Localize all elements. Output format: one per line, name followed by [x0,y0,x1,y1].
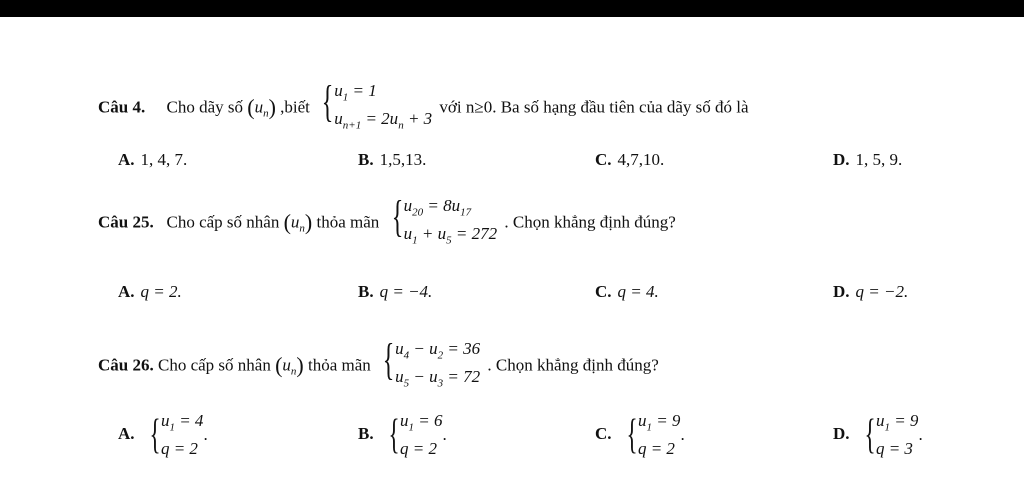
option-d[interactable]: D. 1, 5, 9. [833,150,903,169]
recurrence-system: { $u_1 = 1$ $u_{n+1} = 2u_n + 3$ [321,77,433,132]
option-b[interactable]: B. { $u_1 = 6$ q = 2 . [358,411,447,459]
question-label: Câu 4. [98,97,146,117]
question-label: Câu 25. [98,212,154,232]
option-a[interactable]: A. 1, 4, 7. [118,150,188,169]
option-b[interactable]: B. 1,5,13. [358,150,427,169]
top-black-bar [0,0,1024,17]
option-c[interactable]: C. 4,7,10. [595,150,665,169]
option-a[interactable]: A. { $u_1 = 4$ q = 2 . [118,411,208,459]
option-d[interactable]: D. { $u_1 = 9$ q = 3 . [833,411,923,459]
question-26: Câu 26. Cho cấp số nhân $(u_n)$ thỏa mãn { $u_4 - u_2 = 36$ $u_5 - u_3 = 72$ . Chọn khẳng định đúng? [98,338,659,395]
option-b[interactable]: B. q = −4. [358,282,433,301]
condition-system: { $u_{20} = 8u_{17}$ $u_1 + u_5 = 272$ [391,192,498,247]
option-c[interactable]: C. q = 4. [595,282,659,301]
question-25: Câu 25. Cho cấp số nhân $(u_n)$ thỏa mãn { $u_{20} = 8u_{17}$ $u_1 + u_5 = 272$ . Chọn khẳng định đúng? [98,195,676,252]
question-4: Câu 4. Cho dãy số $(u_n)$ ,biết { $u_1 = 1$ $u_{n+1} = 2u_n + 3$ với n≥0. Ba số hạng đầu tiên của dãy số đó là [98,80,749,137]
condition-system: { $u_4 - u_2 = 36$ $u_5 - u_3 = 72$ [382,335,481,390]
option-a[interactable]: A. q = 2. [118,282,182,301]
option-d[interactable]: D. q = −2. [833,282,909,301]
option-c[interactable]: C. { $u_1 = 9$ q = 2 . [595,411,685,459]
question-text: Cho dãy số [166,97,243,117]
question-label: Câu 26. [98,355,154,375]
